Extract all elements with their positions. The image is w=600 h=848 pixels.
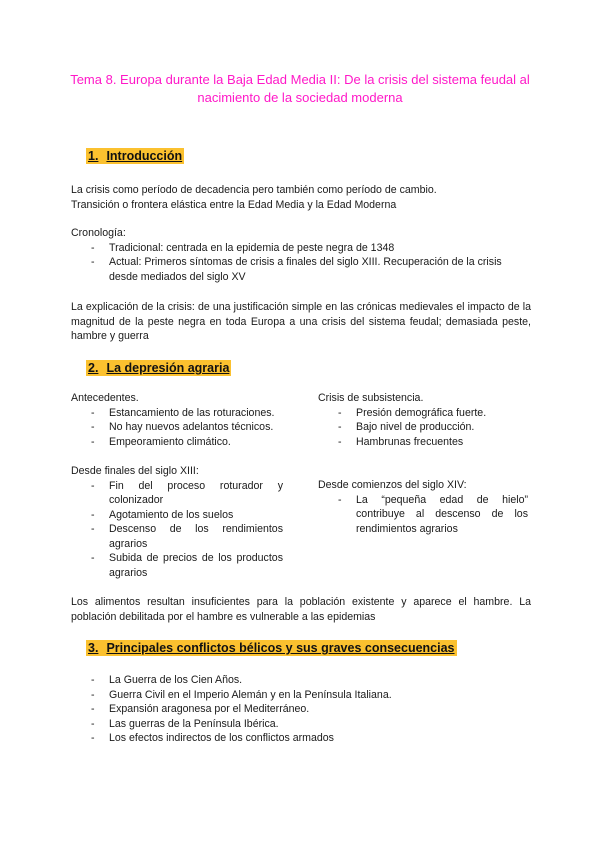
conflictos-list (91, 673, 531, 746)
list-item: - Empeoramiento climático. (91, 435, 283, 450)
antecedentes-label: Antecedentes. (71, 392, 139, 404)
list-item: - Tradicional: centrada en la epidemia de peste negra de 1348 (91, 241, 529, 256)
list-item: - Agotamiento de los suelos (91, 508, 283, 523)
intro-line: La crisis como período de decadencia pero también como período de cambio. (71, 184, 437, 196)
list-item: - Fin del proceso roturador y colonizador (91, 479, 283, 508)
list-item: - La “pequeña edad de hielo” contribuye al descenso de los rendimientos agrarios (338, 493, 528, 537)
list-item: - Guerra Civil en el Imperio Alemán y en la Península Italiana. (91, 688, 531, 703)
list-item: - Subida de precios de los productos agrarios (91, 551, 283, 580)
document-title: Tema 8. Europa durante la Baja Edad Media II: De la crisis del sistema feudal al nacimiento de la sociedad moderna (70, 72, 530, 105)
subsistencia-label: Crisis de subsistencia. (318, 392, 424, 404)
siglo14-label: Desde comienzos del siglo XIV: (318, 479, 467, 491)
cronologia-label: Cronología: (71, 227, 126, 239)
list-item: - Bajo nivel de producción. (338, 420, 528, 435)
list-item: - Los efectos indirectos de los conflictos armados (91, 731, 531, 746)
section-title: La depresión agraria (106, 361, 230, 375)
section-title: Principales conflictos bélicos y sus graves consecuencias (106, 641, 455, 655)
section-title: Introducción (106, 149, 183, 163)
list-item: - No hay nuevos adelantos técnicos. (91, 420, 283, 435)
siglo14-list (338, 493, 528, 537)
siglo14-block (318, 478, 528, 536)
antecedentes-list (91, 406, 283, 450)
subsistencia-list (338, 406, 528, 450)
section-1-heading (86, 148, 184, 164)
list-item: - Expansión aragonesa por el Mediterráneo. (91, 702, 531, 717)
list-item: - Las guerras de la Península Ibérica. (91, 717, 531, 732)
conflictos-block (91, 673, 531, 746)
section-3-heading (86, 640, 457, 656)
list-item: - Descenso de los rendimientos agrarios (91, 522, 283, 551)
section-number: 1. (88, 149, 99, 163)
section-number: 2. (88, 361, 99, 375)
siglo13-block (71, 464, 283, 580)
cronologia-list (91, 241, 529, 285)
section-2-heading (86, 360, 231, 376)
section-number: 3. (88, 641, 99, 655)
conclusion-paragraph: Los alimentos resultan insuficientes para la población existente y aparece el hambre. La población debilitada por el hambre es vulnerable a las epidemias (71, 596, 531, 623)
list-item: - Presión demográfica fuerte. (338, 406, 528, 421)
explicacion-paragraph: La explicación de la crisis: de una justificación simple en las crónicas medievales el impacto de la magnitud de la peste negra en toda Europa a una crisis del sistema feudal; demasiada peste, hambre y guerra (71, 301, 531, 342)
list-item: - Estancamiento de las roturaciones. (91, 406, 283, 421)
intro-line: Transición o frontera elástica entre la Edad Media y la Edad Moderna (71, 198, 397, 211)
subsistencia-block (318, 391, 528, 449)
siglo13-list (91, 479, 283, 581)
siglo13-label: Desde finales del siglo XIII: (71, 465, 199, 477)
cronologia-block (71, 226, 529, 284)
list-item: - Hambrunas frecuentes (338, 435, 528, 450)
list-item: - La Guerra de los Cien Años. (91, 673, 531, 688)
antecedentes-block (71, 391, 283, 449)
intro-paragraph (71, 183, 531, 212)
list-item: - Actual: Primeros síntomas de crisis a finales del siglo XIII. Recuperación de la crisis desde mediados del siglo XV (91, 255, 529, 284)
